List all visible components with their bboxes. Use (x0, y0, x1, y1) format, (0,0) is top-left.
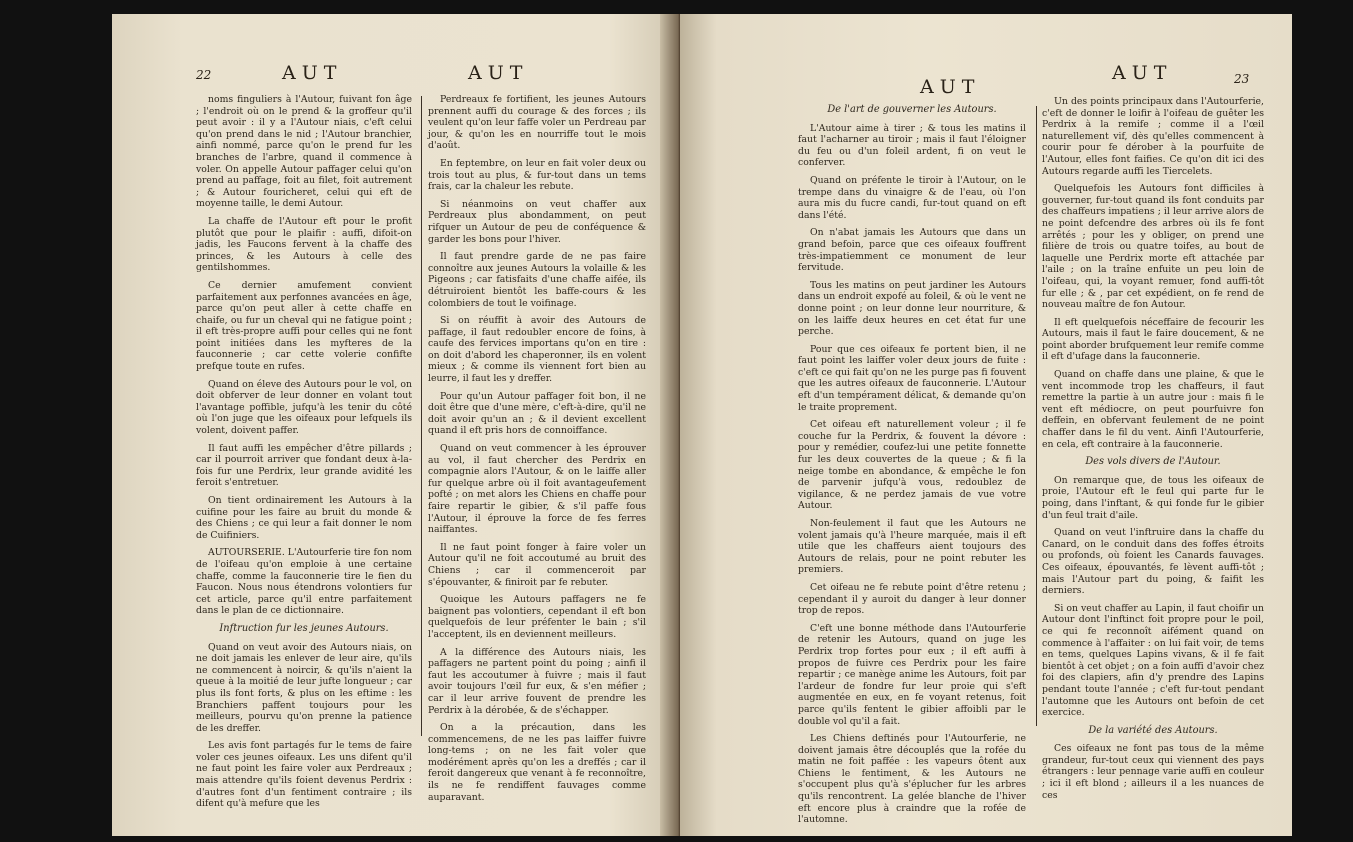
right-column-2 (1042, 96, 1264, 807)
paragraph: Quand on veut avoir des Autours niais, on ne doit jamais les enlever de leur aire, qu'ils ne commencent à noircir, & qu'ils n'aient la queue à la moitié de leur jufte longueur ; car plus ils font forts, & plus on les eftime : les Branchiers paffent toujours pour les meilleurs, pourvu qu'on prenne la patience de les dreffer. (196, 641, 412, 734)
section-heading: Des vols divers de l'Autour. (1085, 456, 1221, 468)
left-page (112, 14, 697, 836)
paragraph: Non-feulement il faut que les Autours ne volent jamais qu'à l'heure marquée, mais il eft utile que les chaffeurs aient toujours des Autours de relais, pour ne point rebuter les premiers. (798, 518, 1026, 576)
paragraph: Si néanmoins on veut chaffer aux Perdreaux plus abondamment, on peut rifquer un Autour de peu de conféquence & garder les bons pour l'hiver. (428, 198, 646, 245)
paragraph: C'eft une bonne méthode dans l'Autourferie de retenir les Autours, quand on juge les Perdrix trop fortes pour eux ; il eft auffi à propos de fuivre ces Perdrix pour les faire repartir ; ce manège anime les Autours, foit par l'ardeur de fondre fur leur proie qui s'eft augmentée en eux, en fe voyant retenus, foit parce qu'ils fentent le gibier affoibli par le double vol qu'il a fait. (798, 622, 1026, 727)
left-column-1 (196, 94, 412, 816)
paragraph: Quand on éleve des Autours pour le vol, on doit obferver de leur donner en volant tout l'avantage poffible, jufqu'à les tenir du côté où l'on juge que les oifeaux pour lefquels ils volent, doivent paffer. (196, 378, 412, 437)
paragraph: Si on veut chaffer au Lapin, il faut choifir un Autour dont l'inftinct foit propre pour le poil, ce qui fe reconnoît aifément quand on commence à l'affaiter : on lui fait voir, de tems en tems, quelques Lapins vivans, & il fe fait bientôt à cet objet ; on a foin auffi d'avoir chez foi des clapiers, afin d'y prendre des Lapins pendant toute l'année ; c'eft fur-tout pendant l'automne que les Autours ont befoin de cet exercice. (1042, 602, 1264, 719)
paragraph: On tient ordinairement les Autours à la cuifine pour les faire au bruit du monde & des Chiens ; ce qui leur a fait donner le nom de Cuifiniers. (196, 495, 412, 541)
paragraph: Perdreaux fe fortifient, les jeunes Autours prennent auffi du courage & des forces ; ils veulent qu'on leur faffe voler un Perdreau par jour, & qu'on les en nourriffe tout le mois d'août. (428, 94, 646, 152)
left-running-head-2: AUT (468, 62, 529, 84)
paragraph: Quoique les Autours paffagers ne fe baignent pas volontiers, cependant il eft bon quelquefois de leur préfenter le bain ; s'il l'acceptent, ils en deviennent meilleurs. (428, 594, 646, 640)
left-column-2 (428, 94, 646, 809)
open-book (112, 14, 1292, 836)
right-running-head-2: AUT (1112, 62, 1173, 84)
paragraph: Il ne faut point fonger à faire voler un Autour qu'il ne foit accoutumé au bruit des Chiens ; car il commenceroit par s'épouvanter, & finiroit par fe rebuter. (428, 541, 646, 588)
paragraph: On a la précaution, dans les commencemens, de ne les pas laiffer fuivre long-tems ; on ne les fait voler que modérément après qu'on les a dreffés ; car il feroit dangereux que venant à fe reconnoître, ils ne fe rendiffent fauvages comme auparavant. (428, 722, 646, 803)
paragraph: Quelquefois les Autours font difficiles à gouverner, fur-tout quand ils font conduits par des chaffeurs impatiens ; il leur arrive alors de ne point defcendre des arbres où ils fe font arrêtés ; pour les y obliger, on prend une filière de trois ou quatre toifes, au bout de laquelle une Perdrix morte eft attachée par l'aile ; on la traîne enfuite un peu loin de l'oifeau, qui, la voyant remuer, fond auffi-tôt fur elle ; & , par cet expédient, on fe rend de nouveau maître de fon Autour. (1042, 183, 1264, 311)
left-page-number: 22 (196, 68, 212, 82)
paragraph: Quand on chaffe dans une plaine, & que le vent incommode trop les chaffeurs, il faut remettre la partie à un autre jour : mais fi le vent eft médiocre, on peut pourfuivre fon deffein, en obfervant feulement de ne point chaffer dans le fil du vent. Ainfi l'Autourferie, en cela, eft contraire à la fauconnerie. (1042, 369, 1264, 450)
paragraph: Les Chiens deftinés pour l'Autourferie, ne doivent jamais être découplés que la rofée du matin ne foit paffée : les vapeurs ôtent aux Chiens le fentiment, & les Autours ne s'occupent plus qu'à s'éplucher fur les arbres qu'ils rencontrent. La gelée blanche de l'hiver eft encore plus à craindre que la rofée de l'automne. (798, 733, 1026, 826)
paragraph: AUTOURSERIE. L'Autourferie tire fon nom de l'oifeau qu'on emploie à une certaine chaffe, comme la fauconnerie tire le fien du Faucon. Nous nous étendrons volontiers fur cet article, parce qu'il entre parfaitement dans le plan de ce dictionnaire. (196, 547, 412, 617)
paragraph: Quand on préfente le tiroir à l'Autour, on le trempe dans du vinaigre & de l'eau, où l'on aura mis du fucre candi, fur-tout quand on eft dans l'été. (798, 174, 1026, 221)
paragraph: Quand on veut l'inftruire dans la chaffe du Canard, on le conduit dans des foffes étroits ou profonds, où foient les Canards fauvages. Ces oifeaux, épouvantés, fe lèvent auffi-tôt ; mais l'Autour part du poing, & faifit les derniers. (1042, 527, 1264, 597)
paragraph: noms finguliers à l'Autour, fuivant fon âge ; l'endroit où on le prend & la groffeur qu'il peut avoir : il y a l'Autour niais, c'eft celui qu'on prend dans le nid ; l'Autour branchier, ainfi nommé, parce qu'on le prend fur les branches de l'arbre, quand il commence à voler. On appelle Autour paffager celui qu'on prend au paffage, foit au filet, foit autrement ; & Autour fouricheret, celui qui eft de moyenne taille, le demi Autour. (196, 94, 412, 210)
paragraph: On n'abat jamais les Autours que dans un grand befoin, parce que ces oifeaux fouffrent très-impatiemment ce monument de leur fervitude. (798, 227, 1026, 274)
column-rule (1036, 106, 1037, 726)
paragraph: La chaffe de l'Autour eft pour le profit plutôt que pour le plaifir : auffi, difoit-on jadis, les Faucons fervent à la chaffe des princes, & les Autours à celle des gentilshommes. (196, 215, 412, 274)
paragraph: Les avis font partagés fur le tems de faire voler ces jeunes oifeaux. Les uns difent qu'il ne faut point les faire voler aux Perdreaux ; mais attendre qu'ils foient devenus Perdrix : d'autres font d'un fentiment contraire ; ils difent qu'à mefure que les (196, 740, 412, 810)
right-page-number: 23 (1234, 72, 1250, 86)
paragraph: Pour qu'un Autour paffager foit bon, il ne doit être que d'une mère, c'eft-à-dire, qu'il ne doit avoir qu'un an ; & il devient excellent quand il eft pris hors de connoiffance. (428, 390, 646, 437)
paragraph: A la différence des Autours niais, les paffagers ne partent point du poing ; ainfi il faut les accoutumer à fuivre ; mais il faut avoir toujours l'œil fur eux, & s'en méfier ; car il leur arrive fouvent de prendre les Perdrix à la dérobée, & de s'échapper. (428, 646, 646, 716)
paragraph: On remarque que, de tous les oifeaux de proie, l'Autour eft le feul qui parte fur le poing, dans l'inftant, & qui fonde fur le gibier d'un feul trait d'aile. (1042, 474, 1264, 521)
paragraph: Quand on veut commencer à les éprouver au vol, il faut chercher des Perdrix en compagnie alors l'Autour, & on le laiffe aller fur quelque arbre où il foit avantageufement pofté ; on met alors les Chiens en chaffe pour faire repartir le gibier, & s'il paffe fous l'Autour, il éprouve la force de fes ferres naiffantes. (428, 443, 646, 536)
paragraph: Il faut auffi les empêcher d'être pillards ; car il pourroit arriver que fondant deux à-la-fois fur une Perdrix, leur grande avidité les feroit s'entretuer. (196, 442, 412, 489)
paragraph: Il eft quelquefois néceffaire de fecourir les Autours, mais il faut le faire doucement, & ne point aborder brufquement leur remife comme il eft d'ufage dans la fauconnerie. (1042, 316, 1264, 363)
paragraph: Ces oifeaux ne font pas tous de la même grandeur, fur-tout ceux qui viennent des pays étrangers : leur pennage varie auffi en couleur ; ici il eft blond ; ailleurs il a les nuances de ces (1042, 743, 1264, 801)
paragraph: Tous les matins on peut jardiner les Autours dans un endroit expofé au foleil, & où le vent ne donne point ; on leur donne leur nourriture, & on les laiffe deux heures en cet état fur une perche. (798, 279, 1026, 338)
section-heading: De l'art de gouverner les Autours. (827, 104, 997, 115)
section-heading: De la variété des Autours. (1088, 724, 1218, 736)
paragraph: Il faut prendre garde de ne pas faire connoître aux jeunes Autours la volaille & les Pigeons ; car fatisfaits d'une chaffe aifée, ils détruiroient bientôt les baffe-cours & les colombiers de tout le voifinage. (428, 251, 646, 309)
paragraph: Pour que ces oifeaux fe portent bien, il ne faut point les laiffer voler deux jours de fuite : c'eft ce qui fait qu'on ne les purge pas fi fouvent que les autres oifeaux de fauconnerie. L'Autour eft d'un tempérament délicat, & demande qu'on le traite proprement. (798, 343, 1026, 413)
paragraph: Cet oifeau ne fe rebute point d'être retenu ; cependant il y auroit du danger à leur donner trop de repos. (798, 581, 1026, 617)
paragraph: Si on réuffit à avoir des Autours de paffage, il faut redoubler encore de foins, à caufe des fervices importans qu'on en tire : on doit d'abord les chaperonner, ils en volent mieux ; & comme ils viennent fort bien au leurre, il faut les y dreffer. (428, 315, 646, 385)
column-rule (421, 96, 422, 736)
right-running-head: AUT (920, 76, 981, 98)
paragraph: Un des points principaux dans l'Autourferie, c'eft de donner le loifir à l'oifeau de guêter les Perdrix à la remife ; comme il a l'œil naturellement vif, dès qu'elles commencent à courir pour fe dérober à la pourfuite de l'Autour, elles font faifies. Ce qu'on dit ici des Autours regarde auffi les Tiercelets. (1042, 96, 1264, 177)
paragraph: L'Autour aime à tirer ; & tous les matins il faut l'acharner au tiroir ; mais il faut l'éloigner du feu ou d'un foleil ardent, fi on veut le conferver. (798, 122, 1026, 169)
right-page (680, 14, 1292, 836)
section-heading: Inftruction fur les jeunes Autours. (219, 622, 389, 634)
paragraph: Cet oifeau eft naturellement voleur ; il fe couche fur la Perdrix, & fouvent la dévore : pour y remédier, coufez-lui une petite fonnette fur les deux couvertes de la queue ; & fi la neige tombe en abondance, & empêche le fon de parvenir jufqu'à vous, redoublez de vigilance, & ne perdez jamais de vue votre Autour. (798, 419, 1026, 512)
right-column-1 (798, 98, 1026, 832)
paragraph: En feptembre, on leur en fait voler deux ou trois tout au plus, & fur-tout dans un tems frais, car la chaleur les rebute. (428, 157, 646, 193)
paragraph: Ce dernier amufement convient parfaitement aux perfonnes avancées en âge, parce qu'on peut aller à cette chaffe en chaife, ou fur un cheval qui ne fatigue point ; il eft très-propre auffi pour celles qui ne font point initiées dans les myfteres de la fauconnerie ; car cette volerie confifte prefque toute en rufes. (196, 279, 412, 373)
left-running-head: AUT (282, 62, 343, 84)
